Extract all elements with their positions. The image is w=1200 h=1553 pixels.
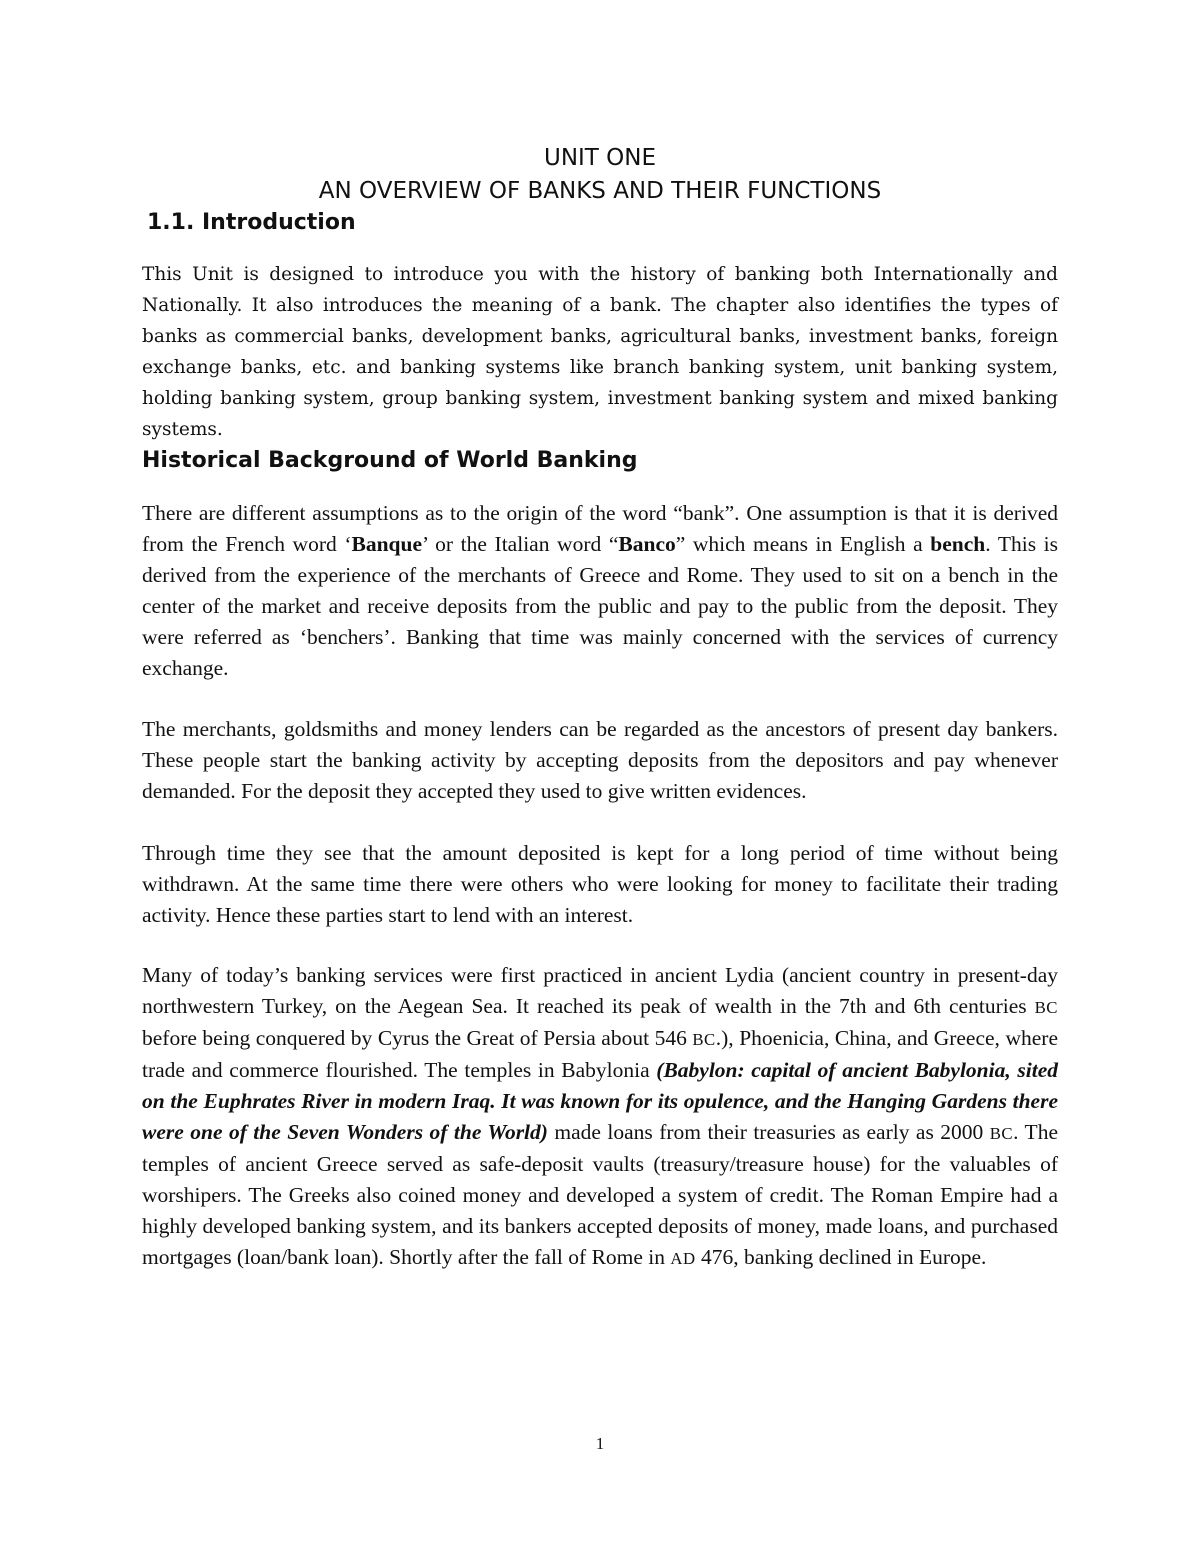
- text-run: . The temples of ancient Greece served as safe-deposit vaults (treasury/treasure house) for the valuables of worshipers. The Greeks also coined money and developed a system of credit. The Roman Empire had a highly developed banking system, and its bankers accepted deposits of money, made loans, and purchased mortgages (loan/bank loan). Shortly after the fall of Rome in: [142, 1120, 1058, 1269]
- era-abbreviation: AD: [670, 1249, 696, 1268]
- text-run: ” which means in English a: [675, 532, 931, 556]
- introduction-paragraph: This Unit is designed to introduce you with the history of banking both Internationally and Nationally. It also introduces the meaning of a bank. The chapter also identifies the types of banks as commercial banks, development banks, agricultural banks, investment banks, foreign exchange banks, etc. and banking systems like branch banking system, unit banking system, holding banking system, group banking system, investment banking system and mixed banking systems.: [142, 264, 1058, 440]
- history-paragraph-lending: Through time they see that the amount deposited is kept for a long period of time without being withdrawn. At the same time there were others who were looking for money to facilitate their trading activity. Hence these parties start to lend with an interest.: [142, 841, 1058, 927]
- text-run: 476, banking declined in Europe.: [695, 1245, 987, 1269]
- text-run: . This is derived from the experience of the merchants of Greece and Rome. They used to sit on a bench in the center of the market and receive deposits from the public and pay to the public from the deposit. They were referred as ‘benchers’. Banking that time was mainly concerned with the services of currency exchange.: [142, 532, 1059, 680]
- era-abbreviation: BC: [1034, 998, 1058, 1017]
- section-heading-history: Historical Background of World Banking: [142, 448, 638, 473]
- bold-term-bench: bench: [930, 532, 986, 556]
- unit-subtitle: AN OVERVIEW OF BANKS AND THEIR FUNCTIONS: [318, 178, 882, 204]
- unit-title: UNIT ONE: [543, 145, 657, 171]
- text-run: .), Phoenicia, China, and Greece, where trade and commerce flourished. The temples in Babylonia: [142, 1026, 1058, 1082]
- section-heading-introduction: 1.1. Introduction: [147, 210, 356, 235]
- bold-term-banco: Banco: [618, 532, 676, 556]
- page-number: 1: [595, 1434, 605, 1453]
- babylon-note: (Babylon: capital of ancient Babylonia, sited on the Euphrates River in modern Iraq. It was known for its opulence, and the Hanging Gardens there were one of the Seven Wonders of the World): [142, 1058, 1058, 1144]
- text-run: There are different assumptions as to the origin of the word “bank”. One assumption is that it is derived from the French word ‘: [142, 501, 1058, 556]
- history-paragraph-ancient: [142, 960, 1058, 1274]
- history-paragraph-origin: [142, 498, 1058, 684]
- text-run: ’ or the Italian word “: [422, 532, 619, 556]
- text-run: before being conquered by Cyrus the Great of Persia about 546: [142, 1026, 693, 1050]
- bold-term-banque: Banque: [351, 532, 423, 556]
- history-paragraph-merchants: The merchants, goldsmiths and money lenders can be regarded as the ancestors of present day bankers. These people start the banking activity by accepting deposits from the depositors and pay whenever demanded. For the deposit they accepted they used to give written evidences.: [142, 717, 1058, 803]
- era-abbreviation: BC: [989, 1124, 1014, 1143]
- text-run: Many of today’s banking services were first practiced in ancient Lydia (ancient country in present-day northwestern Turkey, on the Aegean Sea. It reached its peak of wealth in the 7th and 6th centuries: [142, 963, 1058, 1018]
- era-abbreviation: BC: [692, 1030, 716, 1049]
- text-run: made loans from their treasuries as early as 2000: [547, 1120, 990, 1144]
